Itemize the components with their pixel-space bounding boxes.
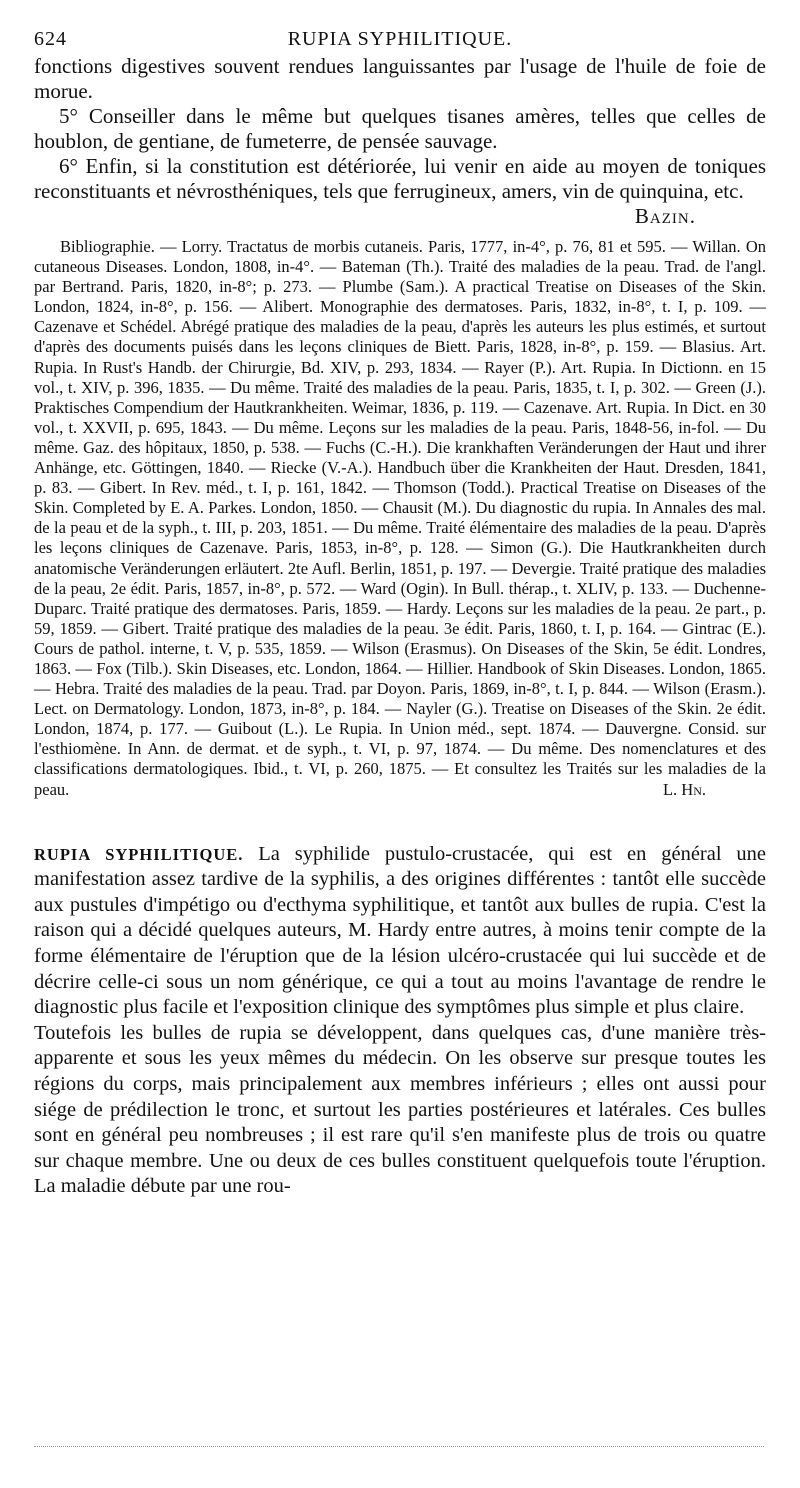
bibliography bbox=[34, 237, 766, 800]
paragraph bbox=[34, 842, 766, 1021]
paragraph: 5° Conseiller dans le même but quelques tisanes amères, telles que celles de houblon, de gentiane, de fumeterre, de pensée sauvage. bbox=[34, 104, 766, 153]
paragraph-text: 6° Enfin, si la constitution est détériorée, lui venir en aide au moyen de toniques reconstituants et névrosthéniques, tels que ferrugineux, amers, vin de quinquina, etc. bbox=[34, 154, 766, 203]
article-rupia-syphilitique bbox=[34, 842, 766, 1200]
continuation-text bbox=[34, 54, 766, 229]
bibliography-entries: Bibliographie. — Lorry. Tractatus de morbis cutaneis. Paris, 1777, in-4°, p. 76, 81 et 595. — Willan. On cutaneous Diseases. London, 1808, in-4°. — Bateman (Th.). Traité des maladies de la peau. Trad. de l'angl. par Bertrand. Paris, 1820, in-8°; p. 273. — Plumbe (Sam.). A practical Treatise on Diseases of the Skin. London, 1824, in-8°, p. 156. — Alibert. Monographie des dermatoses. Paris, 1832, in-8°, t. I, p. 109. — Cazenave et Schédel. Abrégé pratique des maladies de la peau, d'après les auteurs les plus estimés, et surtout d'après des documents puisés dans les leçons cliniques de Biett. Paris, 1828, in-8°, p. 159. — Blasius. Art. Rupia. In Rust's Handb. der Chirurgie, Bd. XIV, p. 293, 1834. — Rayer (P.). Art. Rupia. In Dictionn. en 15 vol., t. XIV, p. 396, 1835. — Du même. Traité des maladies de la peau. Paris, 1835, t. I, p. 302. — Green (J.). Praktisches Compendium der Hautkrankheiten. Weimar, 1836, p. 119. — Cazenave. Art. Rupia. In Dict. en 30 vol., t. XXVII, p. 695, 1843. — Du même. Leçons sur les maladies de la peau. Paris, 1848-56, in-fol. — Du même. Gaz. des hôpitaux, 1850, p. 538. — Fuchs (C.-H.). Die krankhaften Veränderungen der Haut und ihrer Anhänge, etc. Göttingen, 1840. — Riecke (V.-A.). Handbuch über die Krankheiten der Haut. Dresden, 1841, p. 83. — Gibert. In Rev. méd., t. I, p. 161, 1842. — Thomson (Todd.). Practical Treatise on Diseases of the Skin. Completed by E. A. Parkes. London, 1850. — Chausit (M.). Du diagnostic du rupia. In Annales des mal. de la peau et de la syph., t. III, p. 203, 1851. — Du même. Traité élémentaire des maladies de la peau. D'après les leçons cliniques de Cazenave. Paris, 1853, in-8°, p. 128. — Simon (G.). Die Hautkrankheiten durch anatomische Veränderungen erläutert. 2te Aufl. Berlin, 1851, p. 197. — Devergie. Traité pratique des maladies de la peau, 2e édit. Paris, 1857, in-8°, p. 572. — Ward (Ogin). In Bull. thérap., t. XLIV, p. 133. — Duchenne-Duparc. Traité pratique des dermatoses. Paris, 1859. — Hardy. Leçons sur les maladies de la peau. 2e part., p. 59, 1859. — Gibert. Traité pratique des maladies de la peau. 3e édit. Paris, 1860, t. I, p. 164. — Gintrac (E.). Cours de pathol. interne, t. V, p. 535, 1859. — Wilson (Erasmus). On Diseases of the Skin, 5e édit. Londres, 1863. — Fox (Tilb.). Skin Diseases, etc. London, 1864. — Hillier. Handbook of Skin Diseases. London, 1865. — Hebra. Traité des maladies de la peau. Trad. par Doyon. Paris, 1869, in-8°, t. I, p. 844. — Wilson (Erasm.). Lect. on Dermatology. London, 1873, in-8°, p. 184. — Nayler (G.). Treatise on Diseases of the Skin. 2e édit. London, 1874, p. 177. — Guibout (L.). Le Rupia. In Union méd., sept. 1874. — Dauvergne. Consid. sur l'esthiomène. In Ann. de dermat. et de syph., t. VI, p. 97, 1874. — Du même. Des nomenclatures et des classifications dermatologiques. Ibid., t. VI, p. 260, 1875. — Et consultez les Traités sur les maladies de la peau. bbox=[34, 237, 766, 799]
running-head bbox=[34, 28, 766, 54]
bibliography-signature: L. Hn. bbox=[662, 779, 706, 799]
paragraph bbox=[34, 154, 766, 228]
author-signature: Bazin. bbox=[634, 204, 696, 228]
paragraph-text: La syphilide pustulo-crustacée, qui est en général une manifestation assez tardive de la syphilis, a des origines différentes : tantôt elle succède aux pustules d'impétigo ou d'ecthyma syphilitique, et tantôt aux bulles de rupia. C'est la raison qui a décidé quelques auteurs, M. Hardy entre autres, à moins tenir compte de la forme élémentaire de l'éruption que de la lésion ulcéro-crustacée qui lui succède et de décrire celle-ci sous un nom générique, ce qui a tout au moins l'avantage de rendre le diagnostic plus facile et l'exposition clinique des symptômes plus simple et plus claire. bbox=[34, 842, 767, 1019]
article-headword: RUPIA SYPHILITIQUE. bbox=[34, 844, 244, 864]
running-title: RUPIA SYPHILITIQUE. bbox=[287, 28, 513, 50]
footer-rule bbox=[34, 1446, 764, 1447]
bibliography-text bbox=[34, 237, 766, 800]
page bbox=[34, 28, 766, 1200]
paragraph: fonctions digestives souvent rendues languissantes par l'usage de l'huile de foie de morue. bbox=[34, 54, 766, 103]
page-number: 624 bbox=[34, 28, 67, 50]
paragraph: Toutefois les bulles de rupia se développent, dans quelques cas, d'une manière très-apparente et sous les yeux mêmes du médecin. On les observe sur presque toutes les régions du corps, mais principalement aux membres inférieurs ; elles ont aussi pour siége de prédilection le tronc, et surtout les parties postérieures et latérales. Ces bulles sont en général peu nombreuses ; il est rare qu'il s'en manifeste plus de trois ou quatre sur chaque membre. Une ou deux de ces bulles constituent quelquefois toute l'éruption. La maladie débute par une rou- bbox=[34, 1021, 766, 1198]
